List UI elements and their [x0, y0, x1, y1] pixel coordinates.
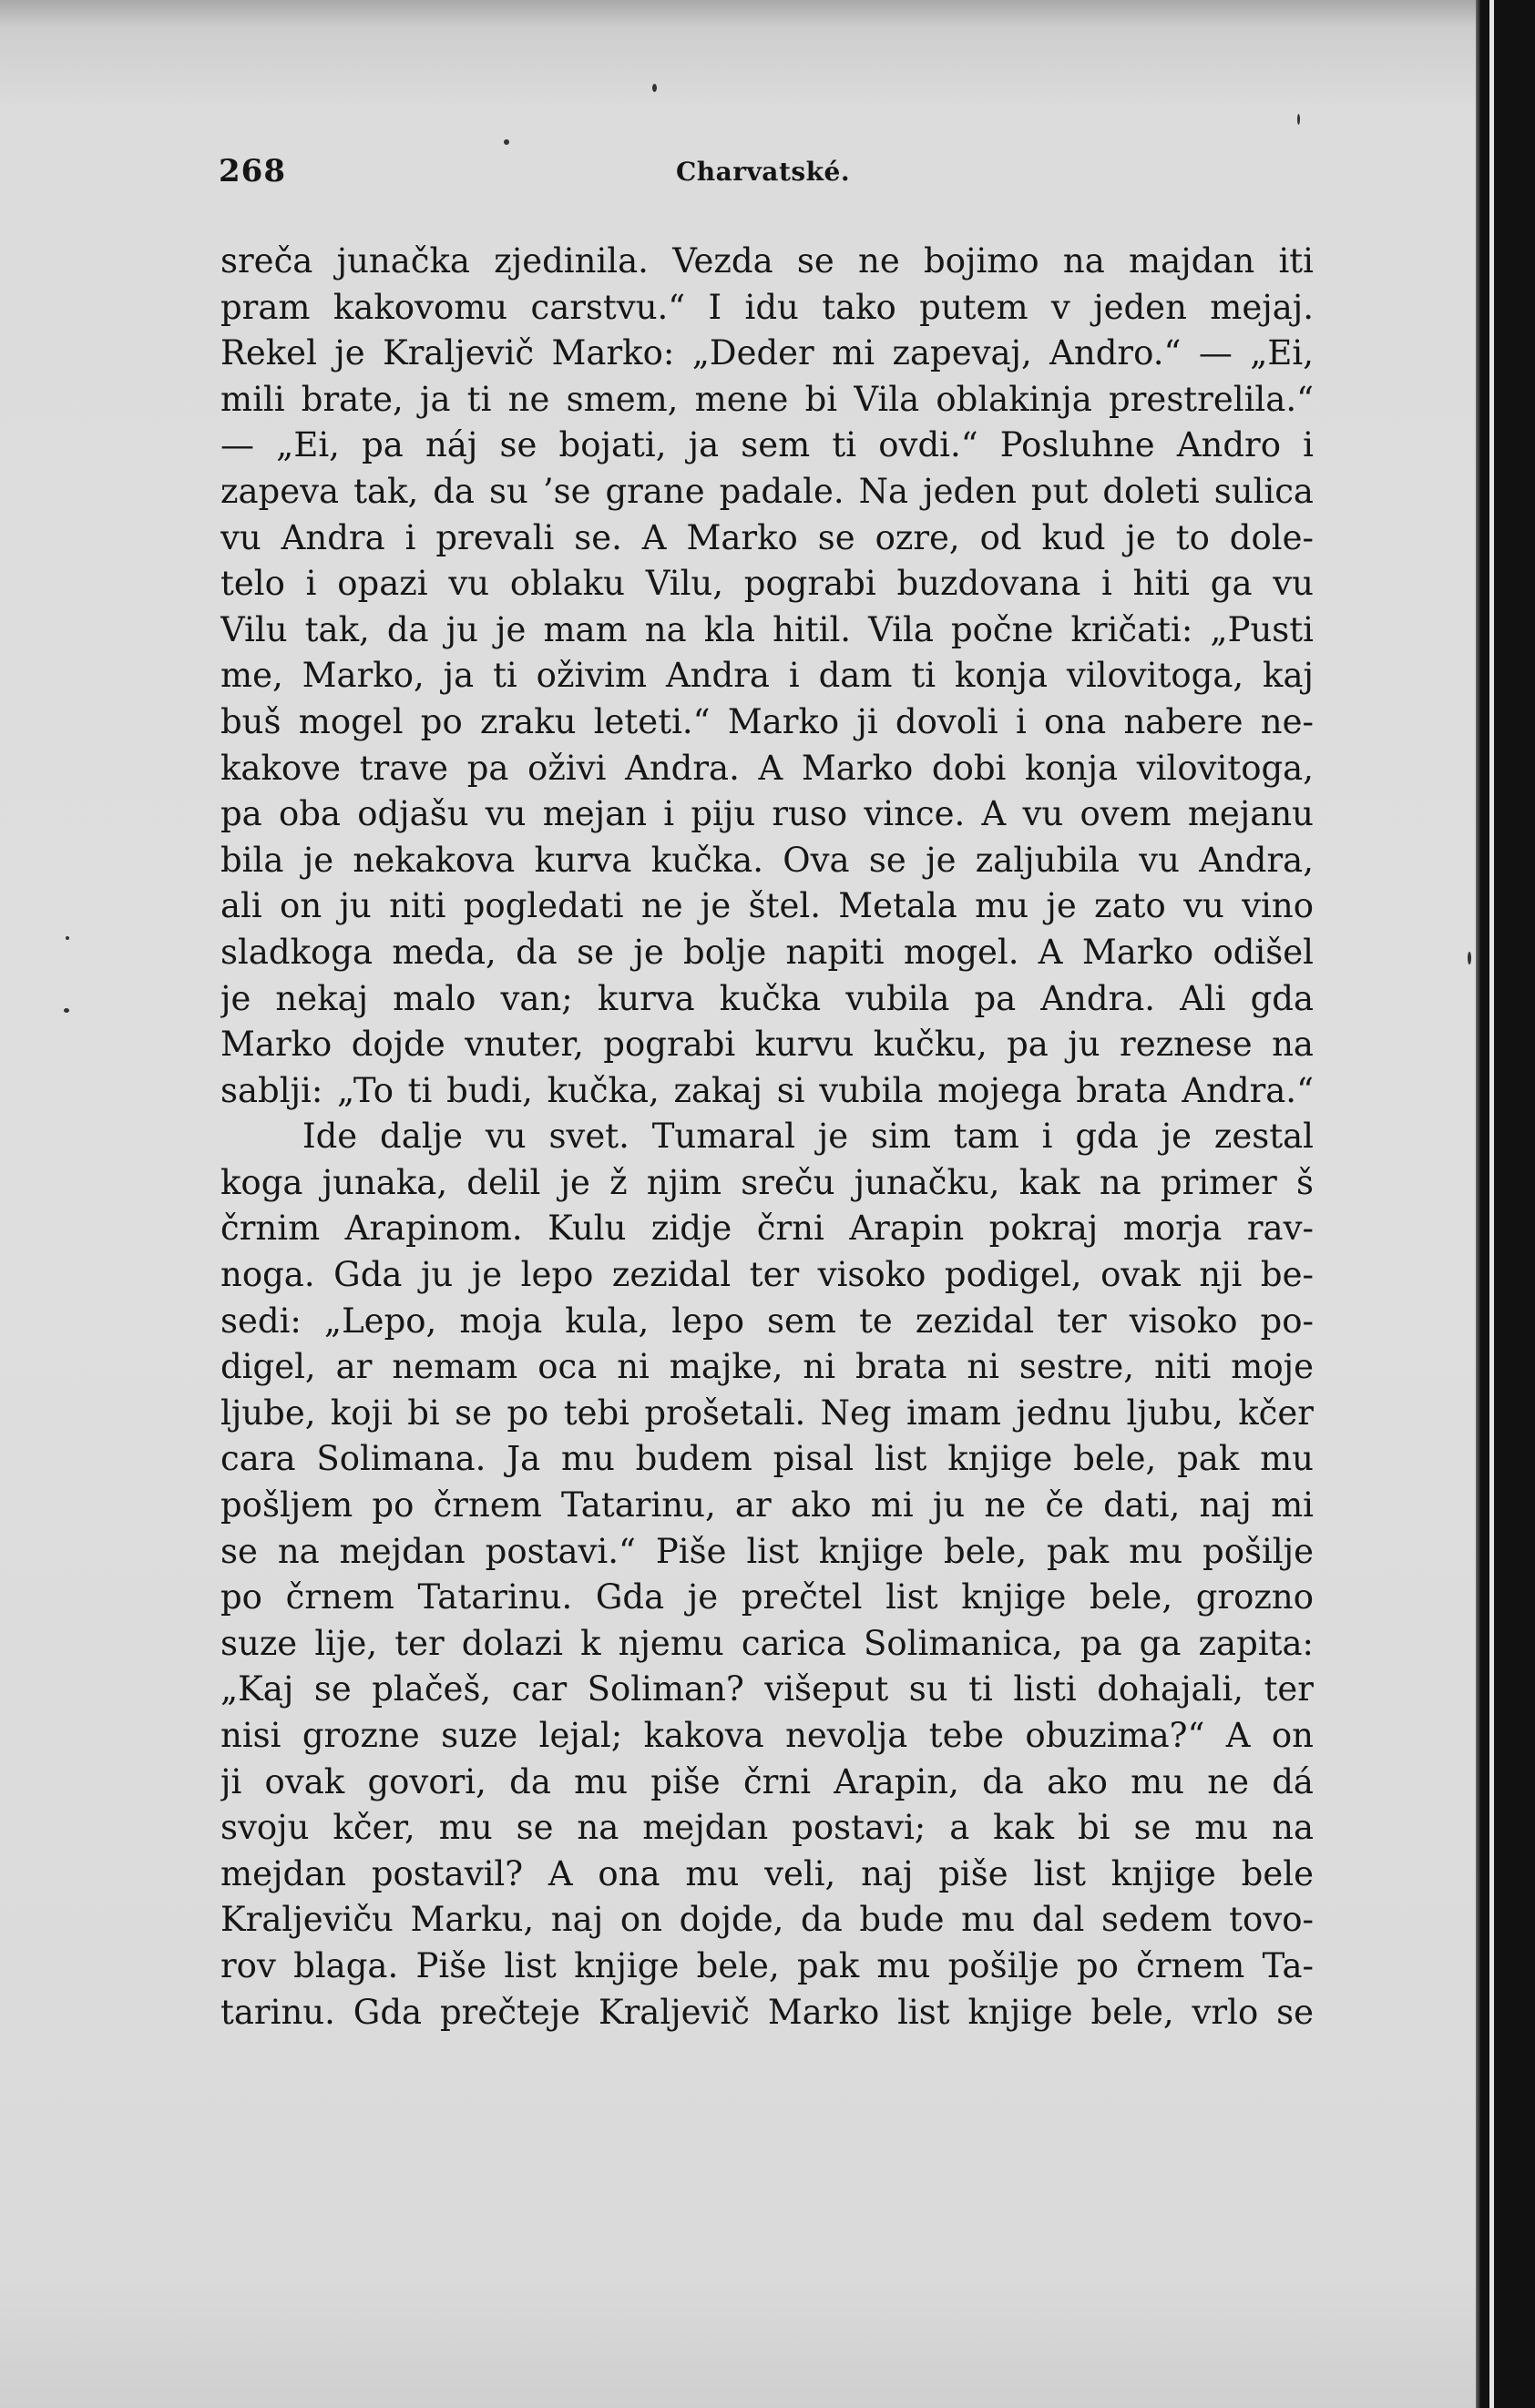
text-line: telo i opazi vu oblaku Vilu, pograbi buzdovana i hiti ga vu — [220, 564, 1314, 604]
text-line: koga junaka, delil je ž njim sreču junačku, kak na primer š — [220, 1162, 1314, 1202]
ink-speck — [504, 139, 509, 145]
page-header — [219, 153, 1312, 208]
text-line: zapeva tak, da su ’se grane padale. Na jeden put doleti sulica — [220, 471, 1314, 511]
body-text — [220, 239, 1314, 2036]
text-line: nisi grozne suze lejal; kakova nevolja tebe obuzima?“ A on — [220, 1716, 1314, 1755]
text-line: ljube, koji bi se po tebi prošetali. Neg imam jednu ljubu, kčer — [220, 1393, 1314, 1433]
text-line: buš mogel po zraku leteti.“ Marko ji dovoli i ona nabere ne- — [220, 701, 1314, 741]
running-head: Charvatské. — [676, 157, 851, 187]
ink-speck — [64, 1008, 69, 1013]
ink-speck — [66, 936, 69, 940]
text-line: pa oba odjašu vu mejan i piju ruso vince. A vu ovem mejanu — [220, 794, 1314, 834]
ink-speck — [1468, 952, 1471, 964]
text-line: cara Solimana. Ja mu budem pisal list knjige bele, pak mu — [220, 1439, 1314, 1479]
text-line: — „Ei, pa náj se bojati, ja sem ti ovdi.“ Posluhne Andro i — [220, 425, 1314, 465]
text-line: mejdan postavil? A ona mu veli, naj piše list knjige bele — [220, 1853, 1314, 1893]
page-number: 268 — [219, 153, 286, 189]
text-line: suze lije, ter dolazi k njemu carica Solimanica, pa ga zapita: — [220, 1623, 1314, 1663]
text-line: bila je nekakova kurva kučka. Ova se je zaljubila vu Andra, — [220, 840, 1314, 880]
scan-right-margin — [1480, 0, 1535, 2408]
ink-speck — [1297, 114, 1300, 125]
text-line: tarinu. Gda prečteje Kraljevič Marko list knjige bele, vrlo se — [220, 1992, 1314, 2032]
text-line: sladkoga meda, da se je bolje napiti mogel. A Marko odišel — [220, 932, 1314, 972]
text-line: sablji: „To ti budi, kučka, zakaj si vubila mojega brata Andra.“ — [220, 1070, 1314, 1110]
text-line: je nekaj malo van; kurva kučka vubila pa Andra. Ali gda — [220, 978, 1314, 1018]
text-line: vu Andra i prevali se. A Marko se ozre, od kud je to dole- — [220, 517, 1314, 557]
text-line: sreča junačka zjedinila. Vezda se ne bojimo na majdan iti — [220, 241, 1314, 281]
text-line: svoju kčer, mu se na mejdan postavi; a kak bi se mu na — [220, 1808, 1314, 1848]
text-line-paragraph-start: Ide dalje vu svet. Tumaral je sim tam i gda je zestal — [302, 1117, 1314, 1157]
text-line: pošljem po črnem Tatarinu, ar ako mi ju ne če dati, naj mi — [220, 1485, 1314, 1525]
scan-edge-line — [1489, 0, 1494, 2408]
text-line: rov blaga. Piše list knjige bele, pak mu pošilje po črnem Ta- — [220, 1945, 1314, 1985]
text-line: Rekel je Kraljevič Marko: „Deder mi zapevaj, Andro.“ — „Ei, — [220, 333, 1314, 373]
text-line: digel, ar nemam oca ni majke, ni brata ni sestre, niti moje — [220, 1347, 1314, 1387]
text-line: črnim Arapinom. Kulu zidje črni Arapin pokraj morja rav- — [220, 1209, 1314, 1249]
text-line: Marko dojde vnuter, pograbi kurvu kučku, pa ju reznese na — [220, 1025, 1314, 1065]
text-line: Vilu tak, da ju je mam na kla hitil. Vila počne kričati: „Pusti — [220, 609, 1314, 649]
ink-speck — [652, 84, 657, 92]
text-line: ji ovak govori, da mu piše črni Arapin, da ako mu ne dá — [220, 1761, 1314, 1801]
text-line: po črnem Tatarinu. Gda je prečtel list knjige bele, grozno — [220, 1577, 1314, 1617]
text-line: se na mejdan postavi.“ Piše list knjige bele, pak mu pošilje — [220, 1531, 1314, 1571]
text-line: mili brate, ja ti ne smem, mene bi Vila oblakinja prestrelila.“ — [220, 379, 1314, 419]
text-line: pram kakovomu carstvu.“ I idu tako putem v jeden mejaj. — [220, 287, 1314, 327]
text-line: kakove trave pa oživi Andra. A Marko dobi konja vilovitoga, — [220, 748, 1314, 788]
text-line: Kraljeviču Marku, naj on dojde, da bude mu dal sedem tovo- — [220, 1900, 1314, 1940]
text-line: „Kaj se plačeš, car Soliman? višeput su ti listi dohajali, ter — [220, 1669, 1314, 1709]
text-line: sedi: „Lepo, moja kula, lepo sem te zezidal ter visoko po- — [220, 1301, 1314, 1341]
text-line: me, Marko, ja ti oživim Andra i dam ti konja vilovitoga, kaj — [220, 656, 1314, 696]
text-line: ali on ju niti pogledati ne je štel. Metala mu je zato vu vino — [220, 886, 1314, 926]
text-line: noga. Gda ju je lepo zezidal ter visoko podigel, ovak nji be- — [220, 1255, 1314, 1295]
